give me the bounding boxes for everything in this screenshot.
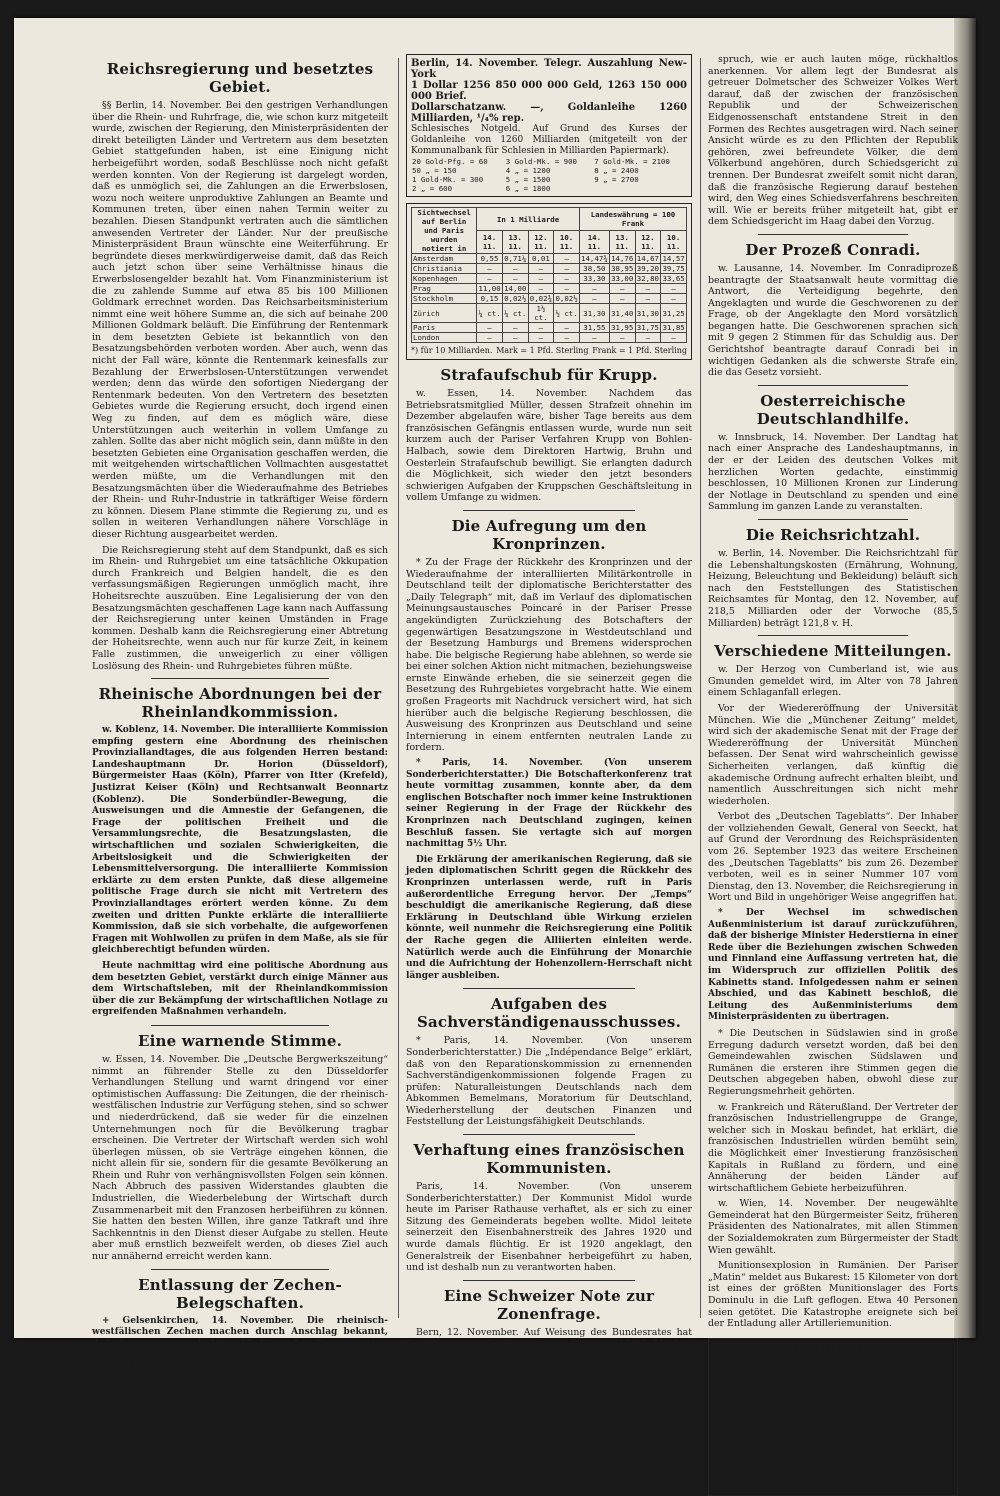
divider (758, 234, 908, 235)
table-cell: — (554, 323, 580, 333)
table-cell: 14,67 (636, 254, 659, 263)
table-cell: — (502, 264, 528, 274)
table-row (412, 323, 687, 333)
headline-conradi: Der Prozeß Conradi. (745, 240, 921, 259)
article-paragraph: w. Innsbruck, 14. November. Der Landtag hat nach einer Ansprache des Landeshauptmanns, in der er der Leiden des deutschen Volkes mit herzlichen Worten gedachte, einstimmig beschlossen, 10 Millionen Kronen zur Linderung der Notlage in Deutschland zu spenden und eine Sammlung im ganzen Lande zu veranstalten. (708, 431, 958, 513)
table-cell: — (477, 333, 503, 343)
article-paragraph: * Paris, 14. November. (Von unserem Sonderberichterstatter.) Die Botschafterkonferenz trat heute vormittag zusammen, konnte aber, da dem englischen Botschafter noch immer keine Instruktionen seiner Regierung in der Frage der Rückkehr des Kronprinzen nach Deutschland zugingen, keinen Beschluß fassen. Sie vertagte sich auf morgen nachmittag 5½ Uhr. (406, 758, 692, 850)
table-cell: 14,00 (504, 284, 527, 293)
table-cell: — (579, 294, 609, 304)
table-cell: 20 Gold-Pfg. = 60 (412, 157, 488, 166)
table-cell: 6 „ = 1800 (505, 184, 551, 193)
poem-line: Der Grübler schwankt, und nie ist er zufrieden. (717, 1442, 949, 1454)
table-row-label: Kopenhagen (412, 274, 477, 284)
headline-richtzahl: Die Reichsrichtzahl. (745, 526, 921, 544)
headline-sachverstaendige: Aufgaben des Sachverständigenausschusses. (416, 995, 682, 1032)
table-cell: 38,50 (579, 264, 609, 274)
headline-zechen: Entlassung der Zechen-Belegschaften. (138, 1275, 342, 1312)
poem-line: Kommt er dahinter, dünkt er sich ein König, (717, 1454, 931, 1466)
headline-krupp: Strafaufschub für Krupp. (440, 366, 658, 384)
table-header: Landeswährung = 100 Frank (579, 208, 686, 231)
article-paragraph: * Paris, 14. November. (Von unserem Sonderberichterstatter.) Die „Indépendance Belge“ erklärt, daß von den Reparationskommission zu ernennenden Sachverständigenkommissionen folgende Fragen zu prüfen: Naturalleistungen Deutschlands nach dem Abkommen Bemelmans, Moratorium für Deutschland, Wiederherstellung der deutschen Finanzen und Feststellung der Leistungsfähigkeit Deutschlands. (406, 1035, 692, 1128)
table-cell: — (528, 274, 554, 284)
table-cell: — (554, 264, 580, 274)
table-cell: — (528, 284, 554, 294)
table-cell: 38,95 (611, 264, 634, 273)
quote-line: Dollarschatzanw. —, Goldanleihe 1260 Milliarden, ¹/₄% rep. (411, 102, 687, 124)
table-row (411, 184, 687, 193)
table-footer (411, 345, 687, 356)
table-header: Sichtwechsel auf Berlin und Paris wurden notiert in (412, 208, 477, 254)
article-paragraph: w. Lausanne, 14. November. Im Conradiprozeß beantragte der Staatsanwalt heute vormittag die Antwort, die Verteidigung begehrte, den Angeklagten und wurde die Geschworenen zu der Frage, ob der Angeklagte den Mord vorsätzlich begangen hatte. Die Geschworenen sprachen sich mit 9 gegen 2 Stimmen für das Schuldig aus. Der Gerichtshof beantragte darauf Conradi bei in wichtigen Gedanken als die schwerste Strafe ein, die das Gesetz vorsieht. (708, 262, 958, 379)
table-cell: 50 „ = 150 (412, 166, 457, 175)
table-cell: 14,47¾ (581, 254, 608, 263)
table-cell: — (661, 294, 687, 304)
table-header: In 1 Milliarde (477, 208, 580, 231)
article-paragraph: w. Der Herzog von Cumberland ist, wie aus Gmunden gemeldet wird, im Alter von 78 Jahren einem Schlaganfall erlegen. (708, 664, 958, 699)
notgeld-table (411, 157, 687, 193)
article-paragraph: Paris, 14. November. (Von unserem Sonderberichterstatter.) Der Kommunist Midol wurde heute im Pariser Rathause verhaftet, als er sich zu einer Sitzung des Gemeinderats begeben wollte. Midol leitete seinerzeit den Eisenbahnerstreik des Jahres 1920 und wurde damals flüchtig. Er ist 1920 angeklagt, den Generalstreik der Eisenbahner herbeigeführt zu haben, und ist deshalb nun zu verantworten haben. (406, 1181, 692, 1274)
table-cell: 0,02½ (555, 294, 578, 303)
table-cell: — (554, 333, 580, 343)
article-paragraph: * Der Wechsel im schwedischen Außenministerium ist darauf zurückzuführen, daß der bisherige Minister Hederstierna in einer Rede über die Beziehungen zwischen Schweden und Finnland eine Auffassung vertreten hat, die im Widerspruch zur offiziellen Politik des Kabinetts stand. Infolgedessen nahm er seinen Abschied, und das Kabinett beschloß, die Leitung des Außenministeriums dem Ministerpräsidenten zu übertragen. (708, 908, 958, 1023)
article-paragraph: * Die Deutschen in Südslawien sind in große Erregung dadurch versetzt worden, daß bei den Gemeindewahlen zwischen Südslawen und Rumänen die ersteren ihre Stimmen gegen die Deutschen abgegeben haben, obwohl diese zur Regierungsmehrheit gehörten. (708, 1027, 958, 1097)
table-cell: 0,02½ (504, 294, 527, 303)
table-cell: 32,80 (636, 274, 659, 283)
table-cell: 31,85 (662, 323, 685, 332)
table-cell: 31,55 (579, 323, 609, 333)
table-cell: 31,30 (635, 304, 661, 323)
table-row (412, 284, 687, 294)
article-paragraph: w. Essen, 14. November. Die „Deutsche Bergwerkszeitung“ nimmt an führender Stelle zu den Düsseldorfer Verhandlungen Stellung und warnt dringend vor einer optimistischen Auffassung: Die Zeitungen, die der rheinisch-westfälischen Industrie zur Verfügung stehen, sind so schwer und niederdrückend, daß sie weder für die einzelnen Unternehmungen noch für die Bevölkerung tragbar erscheinen. Die Vertreter der Wirtschaft werden sich wohl überlegen müssen, ob sie Verträge eingehen können, die nicht allein für sie, sondern für die gesamte Bevölkerung an Rhein und Ruhr von verhängnisvollsten Folgen sein können. Nach Abbruch des passiven Widerstandes glaubten die Industriellen, die Wiederbelebung der Wirtschaft durch Zusammenarbeit mit den Franzosen herbeiführen zu können. Sie hatten den besten Willen, ihre ganze Tatkraft und ihre Sachkenntnis in den Dienst dieser Aufgabe zu stellen. Heute aber muß ernstlich bezweifelt werden, ob dieses Ziel auch nur annähernd erreicht werden kann. (92, 1053, 388, 1263)
poem-box (708, 1338, 958, 1496)
table-cell: — (635, 294, 661, 304)
table-cell (593, 184, 687, 193)
divider (758, 635, 908, 636)
table-cell: 33,30 (579, 274, 609, 284)
table-cell: 9 „ = 2700 (594, 175, 639, 184)
table-row (411, 175, 687, 184)
table-cell: — (528, 264, 554, 274)
table-row (412, 333, 687, 343)
table-cell: — (477, 264, 503, 274)
table-cell: — (661, 284, 687, 294)
table-row-label: Paris (412, 323, 477, 333)
divider (151, 678, 329, 679)
article-paragraph: spruch, wie er auch lauten möge, rückhaltlos anerkennen. Vor allem legt der Bundesrat als getreuer Dolmetscher des Schweizer Volkes Wert darauf, daß der zwischen der französischen Republik und der Schweizerischen Eidgenossenschaft entstandene Streit in den Formen des Rechtes ausgetragen wird. Nach seiner Ansicht würde es zu den Pflichten der Republik gehören, zwei befreundete Völker, die dem Völkerbund angehören, durch Schiedsgericht zu trennen. Der Bundesrat zweifelt somit nicht daran, daß die französische Regierung darauf bestehen wird, den Weg eines Schiedsverfahrens beschreiten will. Wie er bereits früher mitgeteilt hat, gibt er dem Schiedsgericht im Haag dabei den Vorzug. (708, 54, 958, 228)
headline-zonenfrage: Eine Schweizer Note zur Zonenfrage. (443, 1286, 655, 1323)
table-cell: 3 Gold-Mk. = 900 (505, 157, 577, 166)
exchange-box (406, 203, 692, 360)
column-3 (708, 54, 958, 1490)
divider (463, 510, 635, 511)
table-cell: 0,01 (528, 254, 554, 264)
table-cell: ¼ ct. (502, 304, 528, 323)
article-paragraph: Verbot des „Deutschen Tageblatts“. Der Inhaber der vollziehenden Gewalt, General von Seeckt, hat auf Grund der Verordnung des Reichspräsidenten vom 26. September 1923 das weitere Erscheinen des „Deutschen Tageblatts“ bis zum 26. Dezember verboten, weil es in seiner Nummer 107 vom Dienstag, den 13. November, die Reichsregierung in Wort und Bild in ungehöriger Weise angegriffen hat. (708, 811, 958, 904)
date-header: 12. 11. (635, 231, 661, 254)
article-paragraph: w. Koblenz, 14. November. Die interalliierte Kommission empfing gestern eine Abordnung des rheinischen Provinziallandtages, die aus folgenden Herren bestand: Landeshauptmann Dr. Horion (Düsseldorf), Bürgermeister Haas (Köln), Pfarrer von Itter (Krefeld), Justizrat Keiser (Köln) und Rechtsanwalt Beonnartz (Koblenz). Die Sonderbündler-Bewegung, die Ausweisungen und die Amnestie der Gefangenen, die Frage der politischen Freiheit und die Versammlungsrechte, die Besatzungslasten, die wirtschaftlichen und sozialen Schwierigkeiten, die Arbeitslosigkeit und die Schwierigkeiten der Lebensmittelversorgung. Die interalliierte Kommission erklärte zu dem ersten Punkte, daß diese allgemeine politische Frage durch sie nicht mit Vertretern des Provinziallandtages erörtert werden könne. Zu dem zweiten und dritten Punkte erklärte die interalliierte Kommission, daß sie sich vorbehalte, die aufgeworfenen Fragen mit Wohlwollen zu prüfen in dem Maße, als sie für gleichberechtigt befunden würden. (92, 725, 388, 956)
table-cell: — (635, 333, 661, 343)
article-paragraph: w. Wien, 14. November. Der neugewählte Gemeinderat hat den Bürgermeister Seitz, früheren Präsidenten des Nationalrates, mit allen Stimmen der Sozialdemokraten zum Bürgermeister der Stadt Wien gewählt. (708, 1198, 958, 1256)
divider (463, 1280, 635, 1281)
table-cell: — (477, 323, 503, 333)
table-cell: 14,76 (611, 254, 634, 263)
poem-signature: Th. (931, 1478, 949, 1490)
date-header: 13. 11. (502, 231, 528, 254)
headline-mitteilungen: Verschiedene Mitteilungen. (714, 642, 952, 661)
poem-line: Wie steht's? Bist du ein bloßes Dollarviertel? (717, 1394, 936, 1406)
table-cell: 31,30 (579, 304, 609, 323)
poem-title: Goldmark. (788, 1339, 878, 1358)
table-row-label: London (412, 333, 477, 343)
article-paragraph: w. Berlin, 14. November. Die Reichsrichtzahl für die Lebenshaltungskosten (Ernährung, Wohnung, Heizung, Beleuchtung und Bekleidung) beläuft sich nach den Feststellungen des Statistischen Reichsamtes für Montag, den 12. November, auf 218,5 Milliarden oder der Vorwoche (85,5 Milliarden) beträgt 121,8 v. H. (708, 548, 958, 629)
table-cell: — (661, 333, 687, 343)
article-paragraph: Die Erklärung der amerikanischen Regierung, daß sie jeden diplomatischen Schritt gegen die Rückkehr des Kronprinzen unterlassen werde, ruft in Paris außerordentliche Erregung hervor. Der „Temps“ beschuldigt die amerikanische Regierung, daß diese Erklärung in Deutschland üble Wirkung erzielen könnte, weil nunmehr die Reichsregierung eine Politik der Rache gegen die Alliierten einleiten werde. Natürlich werde auch die Einführung der Monarchie und die Aufrichtung der Hohenzollern-Herrschaft nicht länger ausbleiben. (406, 854, 692, 981)
footnote: *) für 10 Milliarden. (411, 346, 493, 355)
currency-box (406, 54, 692, 197)
date-header: 14. 11. (579, 231, 609, 254)
table-row (412, 294, 687, 304)
date-header: 10. 11. (554, 231, 580, 254)
table-cell: — (635, 284, 661, 294)
headline-reichsregierung: Reichsregierung und besetztes Gebiet. (106, 60, 374, 96)
article-paragraph: w. Essen, 14. November. Nachdem das Betriebsratsmitglied Müller, dessen Strafzeit ohnehin im Dezember abgelaufen wäre, bisher Tage bereits aus dem französischen Gefängnis entlassen wurde, wurde nun seit kurzem auch der Pariser Verfahren Krupp von Bohlen-Halbach, sowie dem Direktoren Hartwig, Bruhn und Oesterlein Strafaufschub bewilligt. Sie erlangten dadurch die Möglichkeit, sich wieder den jetzt besonders schwierigen Aufgaben der Kruppschen Geschäftsleitung in vollem Umfange zu widmen. (406, 388, 692, 504)
article-paragraph: + Gelsenkirchen, 14. November. Die rheinisch-westfälischen Zechen machen durch Anschlag bekannt, daß sie gezwungen sind, am 15. November ihre gesamten Belegschaften zu entlassen. Begründet wird diese Maßnahme mit mangelnden Betriebsmitteln sowie vor allem mit der Haltung der französischen Besatzungsbehörden, die eine Wiederaufnahme des Betriebes zur Unmöglichkeit machen. (92, 1315, 388, 1407)
quote-line: 1 Dollar 1256 850 000 000 Geld, 1263 150 000 000 Brief. (411, 80, 687, 102)
table-cell: 2 „ = 600 (412, 184, 453, 193)
table-cell: — (609, 333, 635, 343)
headline-kommunist: Verhaftung eines französischen Kommunisten. (413, 1141, 685, 1178)
table-cell: 14,57 (662, 254, 685, 263)
quote-line: Schlesisches Notgeld. Auf Grund des Kurses der Goldanleihe von 1260 Milliarden (mitgeteilt von der Kommunalbank für Schlesien in Milliarden Papiermark). (411, 124, 687, 156)
divider (463, 1134, 635, 1135)
table-row-label: Prag (412, 284, 477, 294)
article-paragraph: Heute nachmittag wird eine politische Abordnung aus dem besetzten Gebiet, verstärkt durch einige Männer aus dem Wirtschaftsleben, mit der Rheinlandkommission über die zur Bekämpfung der wirtschaftlichen Notlage zu ergreifenden Maßnahmen verhandeln. (92, 960, 388, 1018)
table-cell: 39,20 (636, 264, 659, 273)
table-cell: — (579, 333, 609, 343)
table-cell: 0,71¼ (504, 254, 527, 263)
poem-line: Bist du die Mark der Dollarschatzanweisung? (717, 1406, 940, 1418)
table-cell: — (579, 284, 609, 294)
table-cell: 33,00 (611, 274, 634, 283)
divider (758, 519, 908, 520)
article-paragraph: Die Reichsregierung steht auf dem Standpunkt, daß es sich im Rhein- und Ruhrgebiet um eine tatsächliche Okkupation durch Frankreich und Belgien handelt, die es den verfassungsmäßigen Regierungen unmöglich macht, ihre Hoheitsrechte auszuüben. Eine Legalisierung der von den Besatzungsmächten geschaffenen Lage kann nach Auffassung der Reichsregierung unter keinen Umständen in Frage kommen. Deshalb kann die Reichsregierung einer Abtretung der Hoheitsrechte, wenn auch nur für kurze Zeit, in keinem Falle zustimmen, die unweigerlich zu einer völligen Loslösung des Rhein- und Ruhrgebietes führen müßte. (92, 544, 388, 672)
article-paragraph: Vor der Wiedereröffnung der Universität München. Wie die „Münchener Zeitung“ meldet, wird sich der akademische Senat mit der Frage der Wiedereröffnung der Universität München befassen. Der Senat wird wahrscheinlich gewisse Sicherheiten verlangen, daß künftig die akademische Ordnung aufrecht erhalten bleibt, und namentlich Ausschreitungen sich nicht mehr wiederholen. (708, 702, 958, 807)
table-cell: — (477, 274, 503, 284)
poem-line: Gibt du dem Kurs der Goldanleihe Speisung? (717, 1418, 937, 1430)
table-cell: — (502, 333, 528, 343)
table-cell: 31,75 (636, 323, 659, 332)
table-cell: 31,25 (661, 304, 687, 323)
table-cell: 7 Gold-Mk. = 2100 (594, 157, 670, 166)
poem-line: In deiner Seele läßt man schwer zu lesen. (717, 1370, 922, 1382)
date-header: 14. 11. (477, 231, 503, 254)
table-cell: — (554, 274, 580, 284)
column-2 (406, 54, 692, 1477)
column-rule (398, 58, 399, 1318)
table-cell: — (609, 284, 635, 294)
date-header: 13. 11. (609, 231, 635, 254)
table-cell: 31,40 (609, 304, 635, 323)
article-paragraph: * Zu der Frage der Rückkehr des Kronprinzen und der Wiederaufnahme der interalliierten Militärkontrolle in Deutschland teilt der diplomatische Berichterstatter des „Daily Telegraph“ mit, daß im Verlauf des diplomatischen Meinungsaustausches Poincaré in der Pariser Presse angekündigten Zurückziehung des Botschafters der gegenwärtigen Besatzungszone in Westdeutschland und der Besetzung Hamburgs und Bremens widersprochen habe. Die belgische Regierung habe ablehnen, so werde sie bei einer solchen Aktion nicht mitmachen, beziehungsweise ernste Einwände erheben, die sie seinerzeit gegen die Besetzung des Ruhrgebietes vorgebracht hatte. Wie einem großen Frageorts mit Nachdruck versichert wird, hat sich hierüber auch die belgische Regierung beschlossen, die Ausweisung des Kronprinzen aus Deutschland und seine Internierung in einem entfernten neutralen Lande zu fordern. (406, 556, 692, 754)
table-cell: 1 Gold-Mk. = 300 (412, 175, 484, 184)
table-row-label: Amsterdam (412, 254, 477, 264)
table-cell: 8 „ = 2400 (594, 166, 639, 175)
divider (758, 385, 908, 386)
article-paragraph: §§ Berlin, 14. November. Bei den gestrigen Verhandlungen über die Rhein- und Ruhrfrage, die, wie schon kurz mitgeteilt wurde, zwischen der Regierung, den Ministerpräsidenten der direkt beteiligten Länder und Vertretern aus dem besetzten Gebiet stattgefunden haben, ist eine Einigung nicht herbeigeführt worden, sodaß Beschlüsse noch nicht gefaßt werden konnten. Von der Regierung ist dargelegt worden, daß es unmöglich sei, die Zahlungen an die Erwerbslosen, wozu noch weitere unproduktive Zahlungen an Beamte und Kommunen treten, über einen nahen Termin weiter zu bezahlen. Diesen Standpunkt vertraten auch die sämtlichen anwesenden Vertreter der Länder. Nur der preußische Ministerpräsident Braun wünschte eine Weiterführung. Er begründete dieses merkwürdigerweise damit, daß das Reich auch jetzt schon über seine Verhältnisse hinaus die Erwerbslosengelder bezahlt hat. Vom Finanzministerium ist die zu zahlende Summe auf etwa 85 bis 100 Millionen Goldmark errechnet worden. Das Reichsarbeitsministerium nimmt eine weit höhere Summe an, die sich auf beinahe 200 Millionen Goldmark beläuft. Die Einführung der Rentenmark in dem besetzten Gebiete ist bekanntlich von den Besatzungsbehörden verboten worden. Aber auch, wenn das nicht der Fall wäre, könnte die Rentenmark keinesfalls zur Bezahlung der Erwerbslosen-Unterstützungen verwendet werden; denn das würde den sofortigen Niedergang der Rentenmark bedeuten. Von den Vertretern des besetzten Gebietes wurde die Regierung ersucht, doch irgend einen Weg zu finden, auf dem es möglich wäre, diese Unterstützungen auch weiterhin in vollem Umfange zu zahlen. Sollte das aber nicht möglich sein, dann müßte in den besetzten Gebieten eine Organisation geschaffen werden, die mit weitgehenden wirtschaftlichen Vollmachten ausgestattet werden müßte, um die Verhandlungen mit den Besatzungsmächten über die Wiederaufnahme des Betriebes der Rhein- und Ruhr-Industrie in tatkräftiger Weise fördern zu können. Diesem Plane stimmte die Regierung zu, und es sollen in weiteren Verhandlungen nähere Vorschläge in dieser Richtung ausgearbeitet werden. (92, 100, 388, 540)
table-cell: — (609, 294, 635, 304)
exchange-table (411, 207, 687, 343)
table-row (411, 166, 687, 175)
table-row (412, 254, 687, 264)
table-cell: 0,55 (477, 254, 503, 264)
table-cell: ¼ ct. (477, 304, 503, 323)
headline-oesterreich: Oesterreichische Deutschlandhilfe. (756, 391, 910, 428)
frank-label: Frank = 1 Pfd. Sterling (592, 346, 687, 355)
article-paragraph: Munitionsexplosion in Rumänien. Der Pariser „Matin“ meldet aus Bukarest: 15 Kilometer von dort ist eines der größten Munitionslager des Forts Dominulu in die Luft geflogen. Etwa 40 Personen seien getötet. Die Katastrophe ereignete sich bei der Entladung aller Artilleriemunition. (708, 1260, 958, 1330)
table-row (412, 304, 687, 323)
poem-line: Der Sucher hascht mit Mühe dich am Gürtel. (717, 1382, 937, 1394)
table-cell: 0,15 (477, 294, 503, 304)
date-header: 12. 11. (528, 231, 554, 254)
table-cell: 4 „ = 1200 (505, 166, 551, 175)
poem-line: Du liebe Goldmark, spukhaft ist dein Wesen, (717, 1358, 934, 1370)
table-cell: — (554, 284, 580, 294)
divider (151, 1025, 329, 1026)
divider (463, 988, 635, 989)
poem-line: Notiert wirst du in jedem Fall verschieden, (717, 1430, 927, 1442)
poem-line: Doch, leider hat man nur von dir zu wenig! (717, 1466, 927, 1478)
table-cell: 0,02¾ (529, 294, 553, 303)
table-cell: — (528, 323, 554, 333)
mark-label: Mark = 1 Pfd. Sterling (496, 346, 589, 355)
table-cell: — (502, 274, 528, 284)
divider (151, 1269, 329, 1270)
table-cell: — (528, 333, 554, 343)
table-row (412, 264, 687, 274)
table-row (412, 274, 687, 284)
newspaper-page (14, 18, 976, 1490)
quote-line: Berlin, 14. November. Telegr. Auszahlung New-York (411, 58, 687, 80)
table-cell: 5 „ = 1500 (505, 175, 551, 184)
article-paragraph: w. Frankreich und Räterußland. Der Vertreter der französischen Industriellengruppe de Grange, welcher sich in Moskau befindet, hat erklärt, die französischen Industriellen würden bemüht sein, die Möglichkeit einer Investierung französischen Kapitals in Rußland zu fördern, und eine Annäherung der beiden Länder auf wirtschaftlichem Gebiete herbeizuführen. (708, 1101, 958, 1194)
article-paragraph: Bern, 12. November. Auf Weisung des Bundesrates hat der schweizerische Gesandte in Paris am 13. d. M. dem Präsidenten des französischen Ministerrates und Minister des Äußeren Poincaré eine Note überreicht, in der es u. a. heißt: Die angekündigte Errichtung des Zollgürtels entspricht nicht dem Willen des Bundesrates, der sich durch diesen Schritt in eine Lage gedrängt sieht, die ihn zwingt, die freie Zone in ihrer gegenwärtigen Form zu verteidigen. Der Bundesrat ist in jeder Hinsicht bereit, um die Einrichtung des französischen Zollgürtels zu erörtern, einem Übereinkommen die Zustimmung zu geben, das auf gerechter und billiger Grundlage ruht. Er ist auch bereit, die Frage einem Schiedsgericht zu unterbreiten. (406, 1326, 692, 1477)
column-1 (92, 54, 388, 1407)
table-cell: ½ ct. (554, 304, 580, 323)
headline-warnende-stimme: Eine warnende Stimme. (137, 1031, 343, 1050)
table-cell: 11,00 (478, 284, 501, 293)
table-cell: — (502, 323, 528, 333)
table-row-label: Zürich (412, 304, 477, 323)
table-cell: — (554, 254, 580, 264)
date-header: 10. 11. (661, 231, 687, 254)
poem-lines (717, 1359, 949, 1479)
table-cell: 31,95 (611, 323, 634, 332)
headline-rheinlandkommission: Rheinische Abordnungen bei der Rheinlandkommission. (98, 685, 382, 722)
table-cell: 33,65 (662, 274, 685, 283)
table-cell: 1½ ct. (528, 304, 554, 323)
column-rule (700, 58, 701, 1318)
table-row (411, 157, 687, 166)
table-cell: 39,75 (662, 264, 685, 273)
table-row-label: Stockholm (412, 294, 477, 304)
headline-kronprinz: Die Aufregung um den Kronprinzen. (451, 516, 647, 553)
table-row-label: Christiania (412, 264, 477, 274)
